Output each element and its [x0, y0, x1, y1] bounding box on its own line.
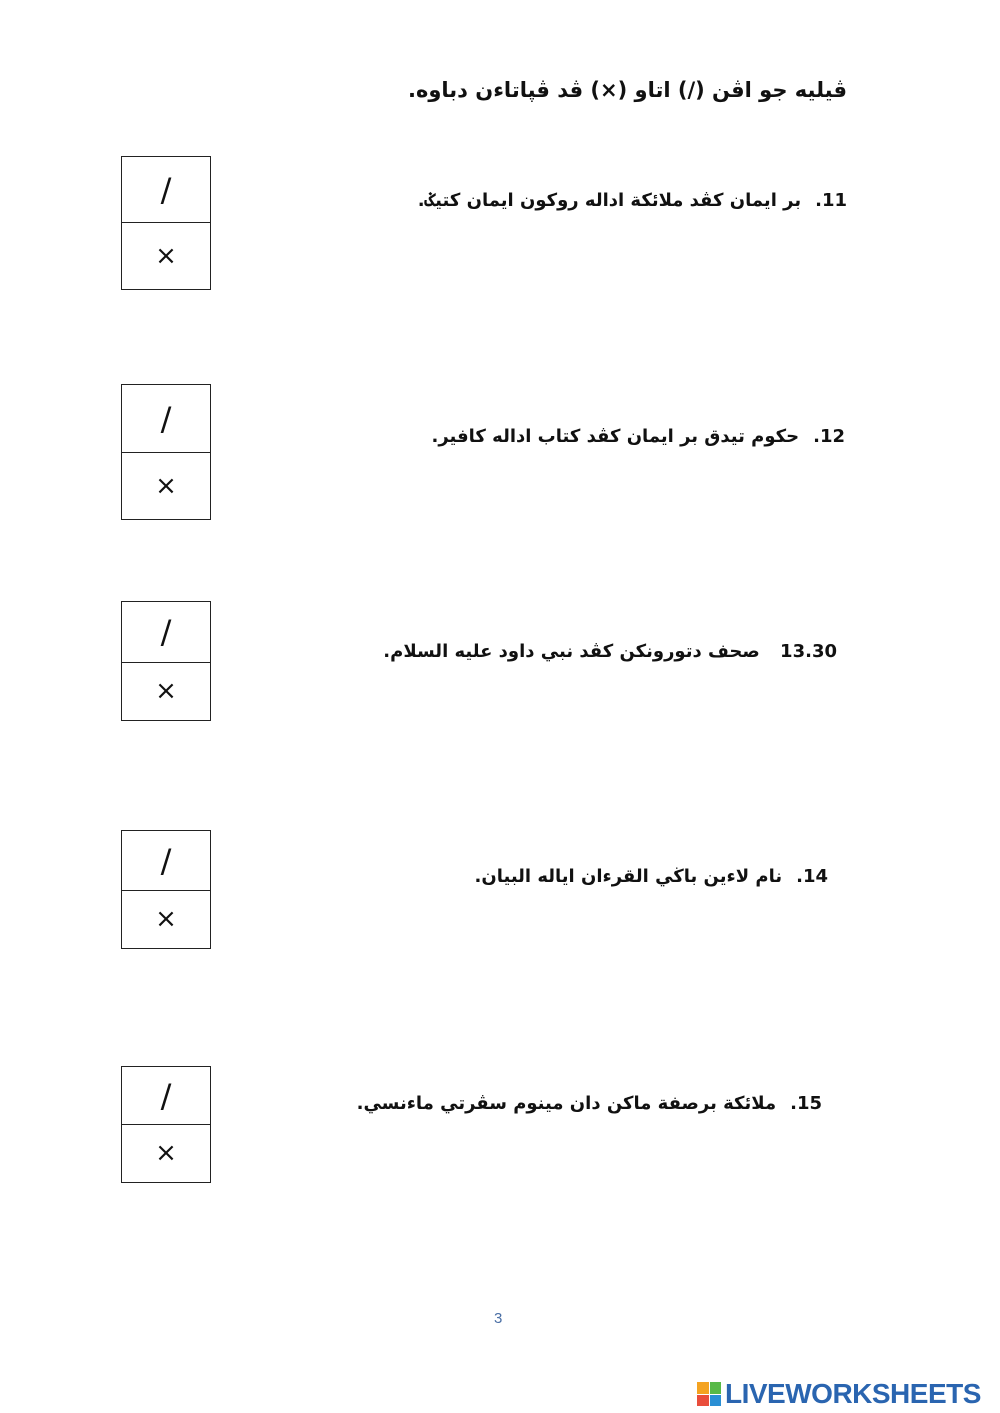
answer-box-15	[121, 1066, 211, 1183]
true-option[interactable]: /	[122, 831, 210, 891]
question-number: 13.	[780, 641, 812, 662]
logo-square-4	[710, 1395, 722, 1407]
logo-square-2	[710, 1382, 722, 1394]
true-option[interactable]: /	[122, 385, 210, 453]
question-number: 12.	[813, 426, 845, 447]
question-number: 14.	[796, 866, 828, 887]
answer-box-14	[121, 830, 211, 949]
instruction-heading: ڤيليه جو اڤن (/) اتاو (×) ڤد ڤپاتاءن دباوه.	[407, 78, 847, 102]
false-option[interactable]: ×	[155, 676, 177, 706]
question-text: حكوم تيدق بر ايمان كڤد كتاب اداله كافير.	[431, 426, 800, 447]
question-text: بر ايمان كڤد ملائكة اداله روكون ايمان كتيݢ.	[417, 190, 802, 211]
logo-square-3	[697, 1395, 709, 1407]
question-14	[475, 866, 828, 887]
brand-name: LIVEWORKSHEETS	[725, 1378, 981, 1409]
question-11	[418, 190, 847, 211]
logo-square-1	[697, 1382, 709, 1394]
false-option[interactable]: ×	[155, 904, 177, 934]
question-13	[383, 641, 837, 662]
question-12	[432, 426, 846, 447]
false-option[interactable]: ×	[155, 240, 177, 271]
true-option[interactable]: /	[122, 157, 210, 223]
answer-box-11	[121, 156, 211, 290]
question-15	[357, 1093, 822, 1114]
question-text: 30 صحف دتورونكن كڤد نبي داود عليه السلام.	[383, 641, 837, 662]
true-option[interactable]: /	[122, 602, 210, 663]
question-number: 15.	[790, 1093, 822, 1114]
liveworksheets-brand	[697, 1378, 981, 1410]
page-number: 3	[494, 1310, 503, 1327]
true-option[interactable]: /	[122, 1067, 210, 1125]
question-text: ملائكة برصفة ماكن دان مينوم سڤرتي ماءنسي.	[356, 1093, 777, 1114]
false-option[interactable]: ×	[155, 1138, 177, 1168]
question-number: 11.	[815, 190, 847, 211]
liveworksheets-logo-icon	[697, 1382, 721, 1406]
false-option[interactable]: ×	[155, 470, 177, 501]
answer-box-13	[121, 601, 211, 721]
question-text: نام لاءين باڬي القرءان اياله البيان.	[474, 866, 783, 887]
answer-box-12	[121, 384, 211, 520]
